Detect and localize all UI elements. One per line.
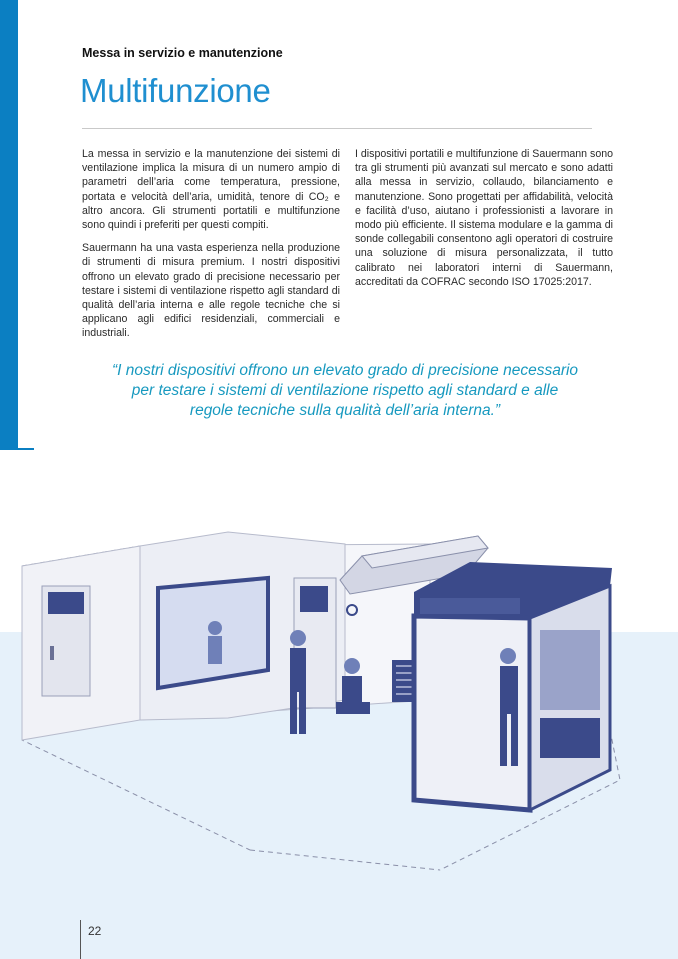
right-paragraph-1: I dispositivi portatili e multifunzione di Sauermann sono tra gli strumenti più avanzati sul mercato e sono adatti alla messa in servizio, collaudo, bilanciamento e manutenzione. Sono progettati per affidabilità, velocità e facilità d’uso, aiutano i professionisti a lavorare in modo più efficiente. Il sistema modulare e la gamma di sonde collegabili consentono agli operatori di costruire una soluzione di misura personalizzata, il tutto calibrato nei laboratori interni di Sauermann, accreditati da COFRAC secondo ISO 17025:2017. — [355, 148, 613, 288]
left-accent-bar — [0, 0, 18, 450]
right-column — [355, 147, 613, 298]
page-number: 22 — [88, 924, 102, 938]
footer-divider — [80, 920, 81, 959]
cabinet-panel-a — [540, 630, 600, 710]
worker-behind-glass — [208, 621, 222, 664]
pull-quote: “I nostri dispositivi offrono un elevato grado di precisione necessario per testare i sistemi di ventilazione rispetto agli standard e alle regole tecniche sulla qualità dell’aria interna.” — [111, 362, 579, 419]
left-column — [82, 147, 340, 350]
left-paragraph-2: Sauermann ha una vasta esperienza nella produzione di strumenti di misura premium. I nostri dispositivi offrono un elevato grado di precisione necessario per testare i sistemi di ventilazione rispetto agli standard di qualità dell’aria interna e alle regole tecniche che si applicano agli edifici residenziali, commerciali e industriali. — [82, 242, 340, 340]
door-window — [48, 592, 84, 614]
title-divider — [82, 128, 592, 129]
section-label: Messa in servizio e manutenzione — [82, 46, 283, 60]
left-paragraph-1: La messa in servizio e la manutenzione dei sistemi di ventilazione implica la misura di un numero ampio di parametri dell’aria come temperatura, pressione, portata e velocità dell’aria, umidità, tenore di CO₂ e altro ancora. Gli strumenti portatili e multifunzione sono quindi i preferiti per questi compiti. — [82, 148, 340, 232]
cabinet-panel-c — [420, 598, 520, 614]
page-title: Multifunzione — [80, 72, 271, 109]
second-door-panel — [300, 586, 328, 612]
left-accent-tick — [18, 448, 34, 450]
door-handle — [50, 646, 54, 660]
ventilation-room-illustration — [0, 470, 678, 890]
cabinet-panel-b — [540, 718, 600, 758]
